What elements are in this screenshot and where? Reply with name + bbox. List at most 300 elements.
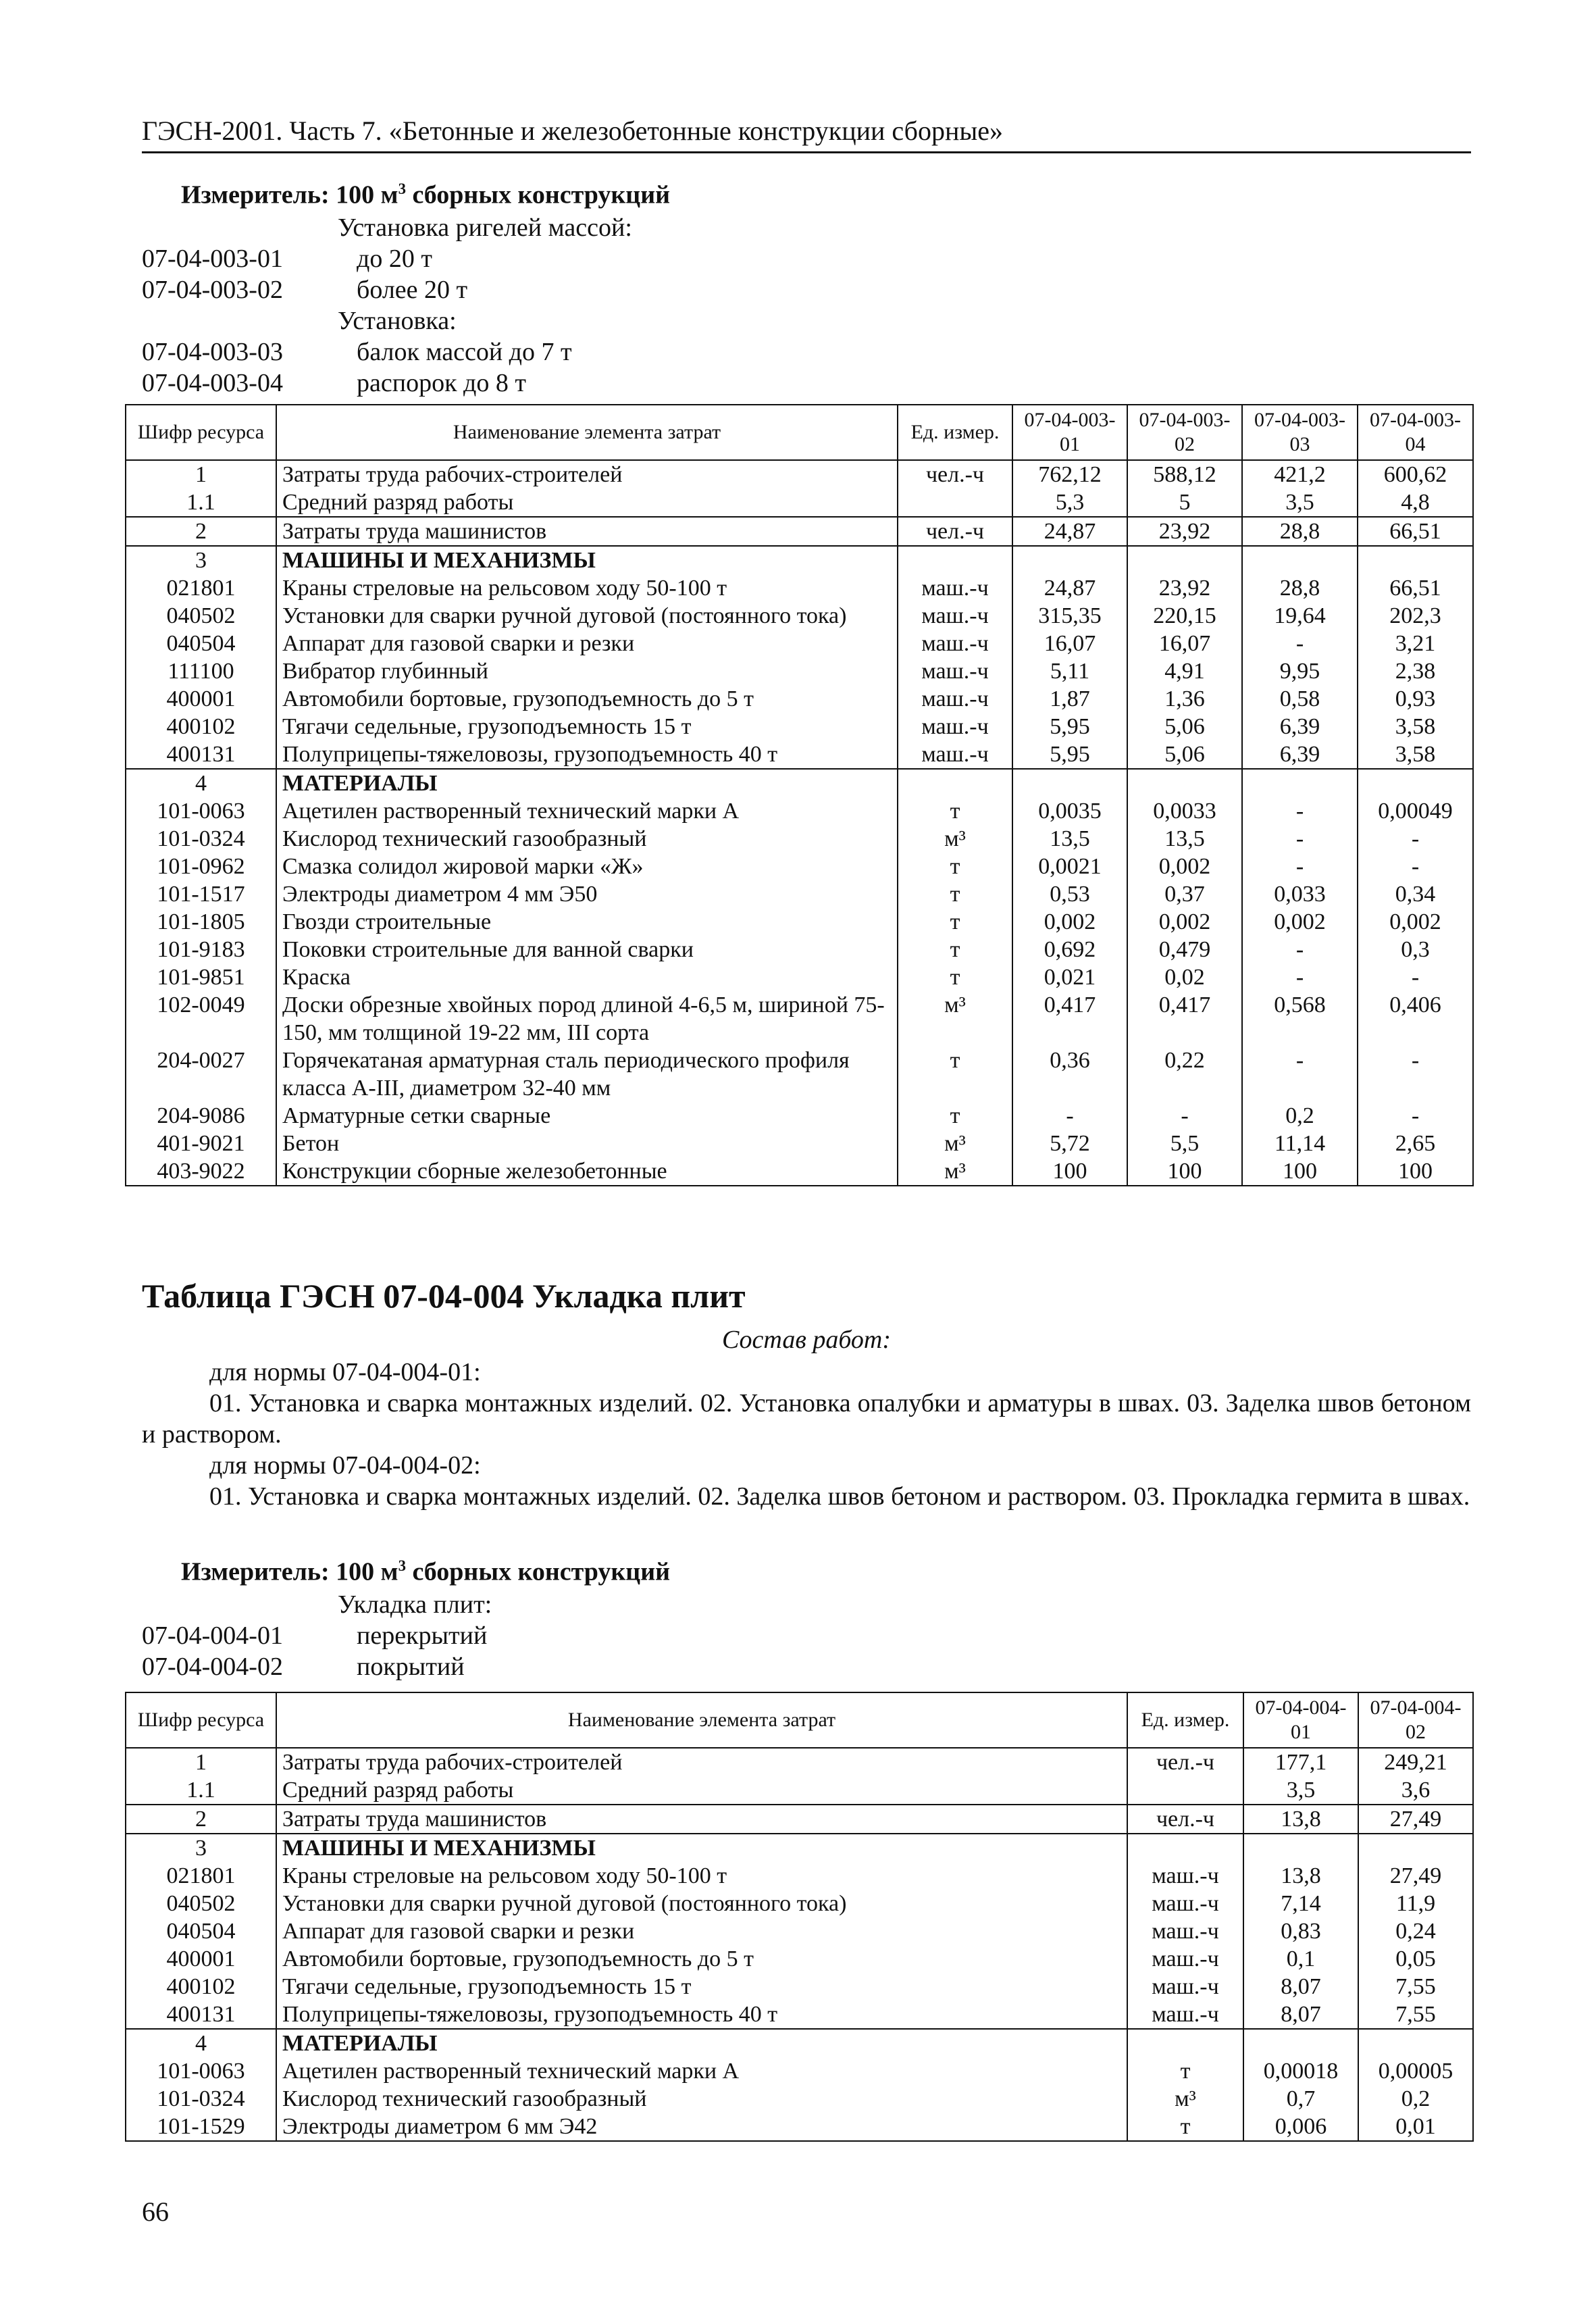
value-cell: 0,006 bbox=[1243, 2113, 1358, 2141]
cost-element-name: Бетон bbox=[276, 1130, 898, 1157]
cost-element-name: Затраты труда рабочих-строителей bbox=[276, 1748, 1127, 1776]
value-cell: 0,2 bbox=[1242, 1102, 1358, 1130]
unit: т bbox=[898, 908, 1012, 936]
table-row bbox=[126, 1973, 1473, 2001]
norm-name: балок массой до 7 т bbox=[357, 337, 572, 366]
unit: маш.-ч bbox=[1127, 2001, 1243, 2029]
value-cell: 8,07 bbox=[1243, 2001, 1358, 2029]
resource-code: 2 bbox=[126, 517, 276, 546]
unit: маш.-ч bbox=[1127, 1862, 1243, 1890]
value-cell: 100 bbox=[1242, 1157, 1358, 1186]
norm-code: 07-04-003-02 bbox=[142, 275, 283, 304]
norm-code: 07-04-003-03 bbox=[142, 337, 283, 366]
table-row bbox=[126, 713, 1473, 740]
cost-element-name: Смазка солидол жировой марки «Ж» bbox=[276, 853, 898, 880]
table-row bbox=[126, 1748, 1473, 1776]
value-cell: 13,5 bbox=[1012, 825, 1127, 853]
measure-block-2 bbox=[142, 1549, 1471, 1682]
resource-code: 101-9183 bbox=[126, 936, 276, 963]
resource-code: 3 bbox=[126, 546, 276, 574]
value-cell: - bbox=[1358, 853, 1473, 880]
value-cell: 3,58 bbox=[1358, 740, 1473, 769]
cost-element-name: Конструкции сборные железобетонные bbox=[276, 1157, 898, 1186]
table-row bbox=[126, 2001, 1473, 2029]
resource-code: 400001 bbox=[126, 685, 276, 713]
value-cell: 13,8 bbox=[1243, 1805, 1358, 1834]
value-cell: 177,1 bbox=[1243, 1748, 1358, 1776]
value-cell: 0,01 bbox=[1358, 2113, 1473, 2141]
value-cell: - bbox=[1242, 936, 1358, 963]
cost-element-name: МАШИНЫ И МЕХАНИЗМЫ bbox=[276, 546, 898, 574]
norm-1-label: для нормы 07-04-004-01: bbox=[209, 1358, 481, 1386]
unit bbox=[1127, 1834, 1243, 1862]
table-row bbox=[126, 1776, 1473, 1805]
norm-2-text: 01. Установка и сварка монтажных изделий. 02. Заделка швов бетоном и раствором. 03. Прокладка гермита в швах. bbox=[209, 1482, 1470, 1511]
cost-element-name: Краска bbox=[276, 963, 898, 991]
value-cell: 24,87 bbox=[1012, 574, 1127, 602]
cost-element-name: Автомобили бортовые, грузоподъемность до 5 т bbox=[276, 685, 898, 713]
value-cell: 5,11 bbox=[1012, 657, 1127, 685]
resource-code: 040504 bbox=[126, 1917, 276, 1945]
value-cell: 24,87 bbox=[1012, 517, 1127, 546]
value-cell: 0,406 bbox=[1358, 991, 1473, 1047]
norm-2-label: для нормы 07-04-004-02: bbox=[209, 1451, 481, 1480]
unit: м³ bbox=[898, 825, 1012, 853]
value-cell: 13,5 bbox=[1127, 825, 1242, 853]
value-cell: 11,9 bbox=[1358, 1890, 1473, 1917]
unit: м³ bbox=[898, 1157, 1012, 1186]
table-row bbox=[126, 1862, 1473, 1890]
value-cell: 0,00005 bbox=[1358, 2057, 1473, 2085]
value-cell: 5,95 bbox=[1012, 713, 1127, 740]
resource-table-003 bbox=[125, 404, 1474, 1186]
value-cell bbox=[1012, 769, 1127, 797]
column-header: Ед. измер. bbox=[898, 405, 1012, 460]
value-cell: 28,8 bbox=[1242, 517, 1358, 546]
resource-code: 4 bbox=[126, 2029, 276, 2057]
value-cell: 27,49 bbox=[1358, 1862, 1473, 1890]
norm-1-description bbox=[142, 1357, 1471, 1512]
value-cell bbox=[1127, 769, 1242, 797]
value-cell bbox=[1243, 1834, 1358, 1862]
value-cell: 5,06 bbox=[1127, 713, 1242, 740]
value-cell: 23,92 bbox=[1127, 574, 1242, 602]
table-row bbox=[126, 1047, 1473, 1102]
resource-code: 403-9022 bbox=[126, 1157, 276, 1186]
table-row bbox=[126, 825, 1473, 853]
value-cell: 0,568 bbox=[1242, 991, 1358, 1047]
value-cell: - bbox=[1127, 1102, 1242, 1130]
unit bbox=[1127, 2029, 1243, 2057]
resource-code: 401-9021 bbox=[126, 1130, 276, 1157]
cost-element-name: Установки для сварки ручной дуговой (постоянного тока) bbox=[276, 602, 898, 630]
value-cell: 202,3 bbox=[1358, 602, 1473, 630]
resource-code: 204-0027 bbox=[126, 1047, 276, 1102]
table-row bbox=[126, 488, 1473, 517]
cost-element-name: Вибратор глубинный bbox=[276, 657, 898, 685]
value-cell: - bbox=[1358, 963, 1473, 991]
value-cell: 0,002 bbox=[1358, 908, 1473, 936]
table-row bbox=[126, 657, 1473, 685]
unit: маш.-ч bbox=[898, 657, 1012, 685]
value-cell: 0,002 bbox=[1127, 908, 1242, 936]
value-cell: - bbox=[1242, 797, 1358, 825]
value-cell: 0,7 bbox=[1243, 2085, 1358, 2113]
resource-code: 040502 bbox=[126, 1890, 276, 1917]
table-row bbox=[126, 963, 1473, 991]
table-row bbox=[126, 1102, 1473, 1130]
cost-element-name: Установки для сварки ручной дуговой (постоянного тока) bbox=[276, 1890, 1127, 1917]
table-row bbox=[126, 2029, 1473, 2057]
value-cell: 19,64 bbox=[1242, 602, 1358, 630]
unit: м³ bbox=[1127, 2085, 1243, 2113]
value-cell: 4,8 bbox=[1358, 488, 1473, 517]
value-cell: 11,14 bbox=[1242, 1130, 1358, 1157]
value-cell: 6,39 bbox=[1242, 713, 1358, 740]
value-cell: - bbox=[1242, 630, 1358, 657]
value-cell: 66,51 bbox=[1358, 517, 1473, 546]
norm-group-line: Установка ригелей массой: bbox=[338, 213, 632, 242]
cost-element-name: Электроды диаметром 6 мм Э42 bbox=[276, 2113, 1127, 2141]
resource-code: 1 bbox=[126, 460, 276, 488]
value-cell: - bbox=[1358, 1102, 1473, 1130]
table-header-row bbox=[126, 1692, 1473, 1748]
resource-code: 400102 bbox=[126, 1973, 276, 2001]
value-cell: 0,22 bbox=[1127, 1047, 1242, 1102]
value-cell: 0,3 bbox=[1358, 936, 1473, 963]
unit: т bbox=[898, 963, 1012, 991]
value-cell: 0,58 bbox=[1242, 685, 1358, 713]
meter-line: Измеритель: 100 $м^3$ сборных конструкций bbox=[181, 1557, 670, 1586]
resource-code: 2 bbox=[126, 1805, 276, 1834]
table-row bbox=[126, 1945, 1473, 1973]
unit: т bbox=[898, 853, 1012, 880]
value-cell: 0,53 bbox=[1012, 880, 1127, 908]
value-cell: 6,39 bbox=[1242, 740, 1358, 769]
value-cell bbox=[1243, 2029, 1358, 2057]
value-cell: 5,5 bbox=[1127, 1130, 1242, 1157]
unit: т bbox=[898, 797, 1012, 825]
unit bbox=[898, 769, 1012, 797]
value-cell: 0,34 bbox=[1358, 880, 1473, 908]
value-cell: 0,37 bbox=[1127, 880, 1242, 908]
running-header: ГЭСН-2001. Часть 7. «Бетонные и железобетонные конструкции сборные» bbox=[142, 114, 1471, 153]
resource-code: 101-0063 bbox=[126, 797, 276, 825]
value-cell: - bbox=[1242, 1047, 1358, 1102]
value-cell: 0,002 bbox=[1242, 908, 1358, 936]
value-cell: 0,00049 bbox=[1358, 797, 1473, 825]
value-cell: 2,65 bbox=[1358, 1130, 1473, 1157]
unit: маш.-ч bbox=[1127, 1973, 1243, 2001]
value-cell: 762,12 bbox=[1012, 460, 1127, 488]
norm-list bbox=[142, 1589, 1471, 1682]
value-cell: - bbox=[1242, 853, 1358, 880]
unit: т bbox=[1127, 2057, 1243, 2085]
column-header: Наименование элемента затрат bbox=[276, 1692, 1127, 1748]
value-cell: 4,91 bbox=[1127, 657, 1242, 685]
value-cell bbox=[1127, 546, 1242, 574]
value-cell: 421,2 bbox=[1242, 460, 1358, 488]
table-row bbox=[126, 2113, 1473, 2141]
value-cell bbox=[1358, 546, 1473, 574]
resource-code: 021801 bbox=[126, 1862, 276, 1890]
cost-element-name: Поковки строительные для ванной сварки bbox=[276, 936, 898, 963]
cost-element-name: Затраты труда машинистов bbox=[276, 517, 898, 546]
table-row bbox=[126, 908, 1473, 936]
table-row bbox=[126, 1890, 1473, 1917]
value-cell bbox=[1012, 546, 1127, 574]
value-cell: 66,51 bbox=[1358, 574, 1473, 602]
column-header: 07-04-003-04 bbox=[1358, 405, 1473, 460]
resource-code: 101-9851 bbox=[126, 963, 276, 991]
norm-code: 07-04-004-02 bbox=[142, 1652, 283, 1681]
norm-code-line bbox=[142, 274, 1471, 305]
value-cell: 588,12 bbox=[1127, 460, 1242, 488]
column-header: Шифр ресурса bbox=[126, 405, 276, 460]
resource-code: 400131 bbox=[126, 2001, 276, 2029]
cost-element-name: Кислород технический газообразный bbox=[276, 825, 898, 853]
cost-element-name: Полуприцепы-тяжеловозы, грузоподъемность 40 т bbox=[276, 2001, 1127, 2029]
unit bbox=[1127, 1776, 1243, 1805]
norm-code: 07-04-003-01 bbox=[142, 244, 283, 273]
table-row bbox=[126, 574, 1473, 602]
value-cell: 7,55 bbox=[1358, 1973, 1473, 2001]
norm-name: распорок до 8 т bbox=[357, 368, 526, 397]
table-row bbox=[126, 546, 1473, 574]
value-cell: 7,14 bbox=[1243, 1890, 1358, 1917]
resource-code: 1 bbox=[126, 1748, 276, 1776]
table-row bbox=[126, 630, 1473, 657]
value-cell: 100 bbox=[1012, 1157, 1127, 1186]
resource-code: 1.1 bbox=[126, 488, 276, 517]
resource-code: 204-9086 bbox=[126, 1102, 276, 1130]
norm-group-line: Установка: bbox=[338, 306, 457, 335]
unit: маш.-ч bbox=[898, 685, 1012, 713]
table-header-row bbox=[126, 405, 1473, 460]
resource-code: 400102 bbox=[126, 713, 276, 740]
value-cell: 5,95 bbox=[1012, 740, 1127, 769]
table-row bbox=[126, 1130, 1473, 1157]
norm-list bbox=[142, 212, 1471, 399]
column-header: 07-04-003-03 bbox=[1242, 405, 1358, 460]
table-row bbox=[126, 2057, 1473, 2085]
resource-code: 101-0324 bbox=[126, 2085, 276, 2113]
value-cell: 5 bbox=[1127, 488, 1242, 517]
unit: маш.-ч bbox=[1127, 1917, 1243, 1945]
value-cell: 0,83 bbox=[1243, 1917, 1358, 1945]
cost-element-name: Тягачи седельные, грузоподъемность 15 т bbox=[276, 713, 898, 740]
resource-code: 4 bbox=[126, 769, 276, 797]
value-cell: 27,49 bbox=[1358, 1805, 1473, 1834]
cost-element-name: МАТЕРИАЛЫ bbox=[276, 769, 898, 797]
value-cell: 100 bbox=[1127, 1157, 1242, 1186]
norm-name: более 20 т bbox=[357, 275, 468, 304]
table-row bbox=[126, 1834, 1473, 1862]
unit: маш.-ч bbox=[1127, 1945, 1243, 1973]
value-cell: 315,35 bbox=[1012, 602, 1127, 630]
resource-code: 101-0962 bbox=[126, 853, 276, 880]
cost-element-name: Тягачи седельные, грузоподъемность 15 т bbox=[276, 1973, 1127, 2001]
value-cell: 13,8 bbox=[1243, 1862, 1358, 1890]
cost-element-name: МАШИНЫ И МЕХАНИЗМЫ bbox=[276, 1834, 1127, 1862]
column-header: 07-04-003-02 bbox=[1127, 405, 1242, 460]
norm-code-line bbox=[142, 1651, 1471, 1682]
cost-element-name: Доски обрезные хвойных пород длиной 4-6,5 м, шириной 75-150, мм толщиной 19-22 мм, III сорта bbox=[276, 991, 898, 1047]
norm-code-line bbox=[142, 1620, 1471, 1651]
table-row bbox=[126, 685, 1473, 713]
cost-element-name: Ацетилен растворенный технический марки А bbox=[276, 2057, 1127, 2085]
resource-code: 400131 bbox=[126, 740, 276, 769]
value-cell: 0,692 bbox=[1012, 936, 1127, 963]
cost-element-name: Электроды диаметром 4 мм Э50 bbox=[276, 880, 898, 908]
value-cell: 0,479 bbox=[1127, 936, 1242, 963]
value-cell: - bbox=[1012, 1102, 1127, 1130]
unit: маш.-ч bbox=[898, 574, 1012, 602]
resource-code: 021801 bbox=[126, 574, 276, 602]
cost-element-name: Краны стреловые на рельсовом ходу 50-100 т bbox=[276, 1862, 1127, 1890]
cost-element-name: Гвозди строительные bbox=[276, 908, 898, 936]
value-cell: 100 bbox=[1358, 1157, 1473, 1186]
value-cell: 0,02 bbox=[1127, 963, 1242, 991]
cost-element-name: Средний разряд работы bbox=[276, 1776, 1127, 1805]
unit: чел.-ч bbox=[898, 460, 1012, 488]
table-row bbox=[126, 769, 1473, 797]
table-row bbox=[126, 602, 1473, 630]
resource-code: 3 bbox=[126, 1834, 276, 1862]
resource-code: 400001 bbox=[126, 1945, 276, 1973]
unit: маш.-ч bbox=[898, 630, 1012, 657]
column-header: 07-04-003-01 bbox=[1012, 405, 1127, 460]
resource-code: 101-0063 bbox=[126, 2057, 276, 2085]
value-cell bbox=[1242, 546, 1358, 574]
table-row bbox=[126, 797, 1473, 825]
value-cell: 5,72 bbox=[1012, 1130, 1127, 1157]
resource-code: 111100 bbox=[126, 657, 276, 685]
value-cell bbox=[1242, 769, 1358, 797]
norm-code-line bbox=[142, 243, 1471, 274]
table-row bbox=[126, 740, 1473, 769]
value-cell: 0,0033 bbox=[1127, 797, 1242, 825]
value-cell: 23,92 bbox=[1127, 517, 1242, 546]
unit: т bbox=[898, 936, 1012, 963]
table-row bbox=[126, 1805, 1473, 1834]
value-cell: 600,62 bbox=[1358, 460, 1473, 488]
norm-name: покрытий bbox=[357, 1652, 465, 1681]
table-row bbox=[126, 853, 1473, 880]
value-cell: 16,07 bbox=[1127, 630, 1242, 657]
value-cell: 0,417 bbox=[1127, 991, 1242, 1047]
value-cell: 0,021 bbox=[1012, 963, 1127, 991]
value-cell: 16,07 bbox=[1012, 630, 1127, 657]
value-cell: 220,15 bbox=[1127, 602, 1242, 630]
value-cell: 28,8 bbox=[1242, 574, 1358, 602]
value-cell: 0,2 bbox=[1358, 2085, 1473, 2113]
resource-code: 101-0324 bbox=[126, 825, 276, 853]
value-cell: 9,95 bbox=[1242, 657, 1358, 685]
norm-name: перекрытий bbox=[357, 1621, 488, 1650]
resource-code: 1.1 bbox=[126, 1776, 276, 1805]
work-composition-heading: Состав работ: bbox=[721, 1326, 892, 1354]
cost-element-name: Затраты труда машинистов bbox=[276, 1805, 1127, 1834]
unit: маш.-ч bbox=[898, 602, 1012, 630]
value-cell: 1,87 bbox=[1012, 685, 1127, 713]
cost-element-name: Арматурные сетки сварные bbox=[276, 1102, 898, 1130]
unit: м³ bbox=[898, 1130, 1012, 1157]
norm-name: до 20 т bbox=[357, 244, 432, 273]
value-cell: 2,38 bbox=[1358, 657, 1473, 685]
cost-element-name: Полуприцепы-тяжеловозы, грузоподъемность 40 т bbox=[276, 740, 898, 769]
unit bbox=[898, 546, 1012, 574]
unit: маш.-ч bbox=[1127, 1890, 1243, 1917]
unit: маш.-ч bbox=[898, 740, 1012, 769]
resource-table-004 bbox=[125, 1692, 1474, 2142]
table-row bbox=[126, 991, 1473, 1047]
value-cell bbox=[1358, 2029, 1473, 2057]
norm-code: 07-04-004-01 bbox=[142, 1621, 283, 1650]
value-cell: 0,033 bbox=[1242, 880, 1358, 908]
resource-code: 040504 bbox=[126, 630, 276, 657]
value-cell bbox=[1358, 1834, 1473, 1862]
value-cell: 3,5 bbox=[1242, 488, 1358, 517]
value-cell: 0,05 bbox=[1358, 1945, 1473, 1973]
unit bbox=[898, 488, 1012, 517]
value-cell: 3,58 bbox=[1358, 713, 1473, 740]
value-cell: 0,0035 bbox=[1012, 797, 1127, 825]
value-cell: 0,0021 bbox=[1012, 853, 1127, 880]
cost-element-name: Кислород технический газообразный bbox=[276, 2085, 1127, 2113]
cost-element-name: МАТЕРИАЛЫ bbox=[276, 2029, 1127, 2057]
unit: чел.-ч bbox=[1127, 1805, 1243, 1834]
value-cell: 249,21 bbox=[1358, 1748, 1473, 1776]
unit: т bbox=[1127, 2113, 1243, 2141]
table-row bbox=[126, 936, 1473, 963]
unit: м³ bbox=[898, 991, 1012, 1047]
column-header: Ед. измер. bbox=[1127, 1692, 1243, 1748]
unit: чел.-ч bbox=[1127, 1748, 1243, 1776]
column-header: 07-04-004-02 bbox=[1358, 1692, 1473, 1748]
value-cell: 0,36 bbox=[1012, 1047, 1127, 1102]
value-cell: 0,00018 bbox=[1243, 2057, 1358, 2085]
cost-element-name: Ацетилен растворенный технический марки А bbox=[276, 797, 898, 825]
value-cell: 3,21 bbox=[1358, 630, 1473, 657]
table-row bbox=[126, 880, 1473, 908]
column-header: Наименование элемента затрат bbox=[276, 405, 898, 460]
unit: т bbox=[898, 1102, 1012, 1130]
norm-code: 07-04-003-04 bbox=[142, 368, 283, 397]
cost-element-name: Горячекатаная арматурная сталь периодического профиля класса А-III, диаметром 32-40 мм bbox=[276, 1047, 898, 1102]
value-cell: 5,06 bbox=[1127, 740, 1242, 769]
meter-line: Измеритель: 100 $м^3$ сборных конструкций bbox=[181, 180, 670, 209]
value-cell: 3,5 bbox=[1243, 1776, 1358, 1805]
cost-element-name: Затраты труда рабочих-строителей bbox=[276, 460, 898, 488]
unit: чел.-ч bbox=[898, 517, 1012, 546]
cost-element-name: Средний разряд работы bbox=[276, 488, 898, 517]
value-cell: - bbox=[1358, 825, 1473, 853]
table-row bbox=[126, 517, 1473, 546]
value-cell: 0,93 bbox=[1358, 685, 1473, 713]
unit: т bbox=[898, 1047, 1012, 1102]
cost-element-name: Аппарат для газовой сварки и резки bbox=[276, 630, 898, 657]
unit: т bbox=[898, 880, 1012, 908]
column-header: Шифр ресурса bbox=[126, 1692, 276, 1748]
resource-code: 040502 bbox=[126, 602, 276, 630]
cost-element-name: Аппарат для газовой сварки и резки bbox=[276, 1917, 1127, 1945]
value-cell: 5,3 bbox=[1012, 488, 1127, 517]
value-cell: 8,07 bbox=[1243, 1973, 1358, 2001]
unit: маш.-ч bbox=[898, 713, 1012, 740]
value-cell: 0,002 bbox=[1127, 853, 1242, 880]
value-cell: 0,002 bbox=[1012, 908, 1127, 936]
